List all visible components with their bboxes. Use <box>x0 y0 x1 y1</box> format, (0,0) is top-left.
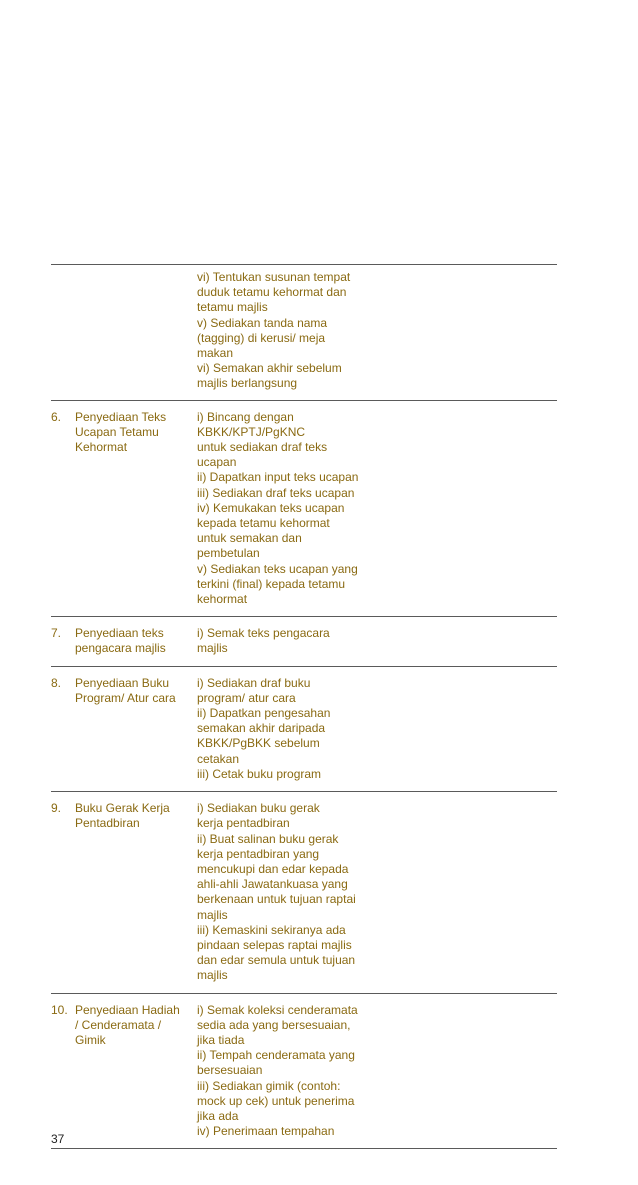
action-line: program/ atur cara <box>197 690 296 705</box>
task-line: Penyediaan Teks <box>75 409 167 424</box>
row-task <box>75 801 197 983</box>
row-actions <box>197 1003 377 1140</box>
row-task <box>75 676 197 782</box>
task-line: Penyediaan Buku <box>75 675 170 690</box>
procedure-table <box>51 264 557 1149</box>
page-number: 37 <box>51 1132 65 1146</box>
action-line: tetamu majlis <box>197 300 268 315</box>
table-row <box>51 792 557 992</box>
action-line: majlis <box>197 907 228 922</box>
row-task <box>75 1003 197 1140</box>
action-line: i) Sediakan buku gerak <box>197 801 320 816</box>
action-line: pindaan selepas raptai majlis <box>197 937 352 952</box>
action-line: iii) Sediakan draf teks ucapan <box>197 485 355 500</box>
row-actions <box>197 410 377 608</box>
action-line: i) Semak koleksi cenderamata <box>197 1002 358 1017</box>
action-line: ii) Dapatkan input teks ucapan <box>197 470 359 485</box>
row-actions <box>197 270 377 392</box>
action-line: i) Semak teks pengacara <box>197 626 330 641</box>
row-task <box>75 270 197 392</box>
action-line: terkini (final) kepada tetamu <box>197 576 346 591</box>
task-line: / Cenderamata / <box>75 1017 162 1032</box>
action-line: kehormat <box>197 592 248 607</box>
action-line: kerja pentadbiran yang <box>197 846 320 861</box>
action-line: bersesuaian <box>197 1063 263 1078</box>
action-line: ahli-ahli Jawatankuasa yang <box>197 877 348 892</box>
action-line: i) Bincang dengan <box>197 409 294 424</box>
action-line: mencukupi dan edar kepada <box>197 861 349 876</box>
table-row <box>51 617 557 665</box>
action-line: dan edar semula untuk tujuan <box>197 953 356 968</box>
action-line: pembetulan <box>197 546 260 561</box>
row-actions <box>197 676 377 782</box>
task-line: Gimik <box>75 1032 106 1047</box>
action-line: (tagging) di kerusi/ meja <box>197 330 326 345</box>
row-number: 8. <box>51 675 62 690</box>
action-line: untuk semakan dan <box>197 531 302 546</box>
action-line: majlis <box>197 641 228 656</box>
row-divider <box>51 1148 557 1149</box>
task-line: Penyediaan Hadiah <box>75 1002 180 1017</box>
action-line: semakan akhir daripada <box>197 721 326 736</box>
action-line: v) Sediakan tanda nama <box>197 315 328 330</box>
action-line: cetakan <box>197 751 240 766</box>
row-number: 7. <box>51 626 62 641</box>
action-line: jika ada <box>197 1108 239 1123</box>
action-line: makan <box>197 346 234 361</box>
action-line: iii) Kemaskini sekiranya ada <box>197 922 346 937</box>
task-line: pengacara majlis <box>75 641 166 656</box>
task-line: Pentadbiran <box>75 816 140 831</box>
task-line: Penyediaan teks <box>75 626 164 641</box>
action-line: mock up cek) untuk penerima <box>197 1093 355 1108</box>
row-task <box>75 410 197 608</box>
action-line: iv) Kemukakan teks ucapan <box>197 500 345 515</box>
action-line: ucapan <box>197 455 237 470</box>
table-row <box>51 667 557 791</box>
row-task <box>75 626 197 656</box>
action-line: iv) Penerimaan tempahan <box>197 1124 335 1139</box>
task-line: Program/ Atur cara <box>75 690 176 705</box>
action-line: sedia ada yang bersesuaian, <box>197 1017 351 1032</box>
action-line: majlis berlangsung <box>197 376 298 391</box>
task-line: Kehormat <box>75 440 128 455</box>
action-line: ii) Buat salinan buku gerak <box>197 831 339 846</box>
row-number: 10. <box>51 1002 68 1017</box>
action-line: vi) Tentukan susunan tempat <box>197 270 351 284</box>
action-line: KBKK/KPTJ/PgKNC <box>197 424 306 439</box>
action-line: jika tiada <box>197 1032 245 1047</box>
task-line: Buku Gerak Kerja <box>75 801 170 816</box>
row-number <box>51 270 75 392</box>
action-line: duduk tetamu kehormat dan <box>197 285 347 300</box>
row-number: 6. <box>51 409 62 424</box>
action-line: berkenaan untuk tujuan raptai <box>197 892 356 907</box>
row-actions <box>197 801 377 983</box>
action-line: majlis <box>197 968 228 983</box>
action-line: untuk sediakan draf teks <box>197 440 328 455</box>
action-line: iii) Cetak buku program <box>197 766 322 781</box>
row-number: 9. <box>51 801 62 816</box>
action-line: vi) Semakan akhir sebelum <box>197 361 342 376</box>
action-line: i) Sediakan draf buku <box>197 675 311 690</box>
table-row <box>51 265 557 400</box>
action-line: ii) Dapatkan pengesahan <box>197 706 331 721</box>
action-line: kepada tetamu kehormat <box>197 516 330 531</box>
action-line: KBKK/PgBKK sebelum <box>197 736 320 751</box>
table-row <box>51 401 557 617</box>
action-line: kerja pentadbiran <box>197 816 290 831</box>
table-row <box>51 994 557 1149</box>
action-line: ii) Tempah cenderamata yang <box>197 1048 355 1063</box>
action-line: v) Sediakan teks ucapan yang <box>197 561 358 576</box>
action-line: iii) Sediakan gimik (contoh: <box>197 1078 341 1093</box>
row-actions <box>197 626 377 656</box>
task-line: Ucapan Tetamu <box>75 424 159 439</box>
